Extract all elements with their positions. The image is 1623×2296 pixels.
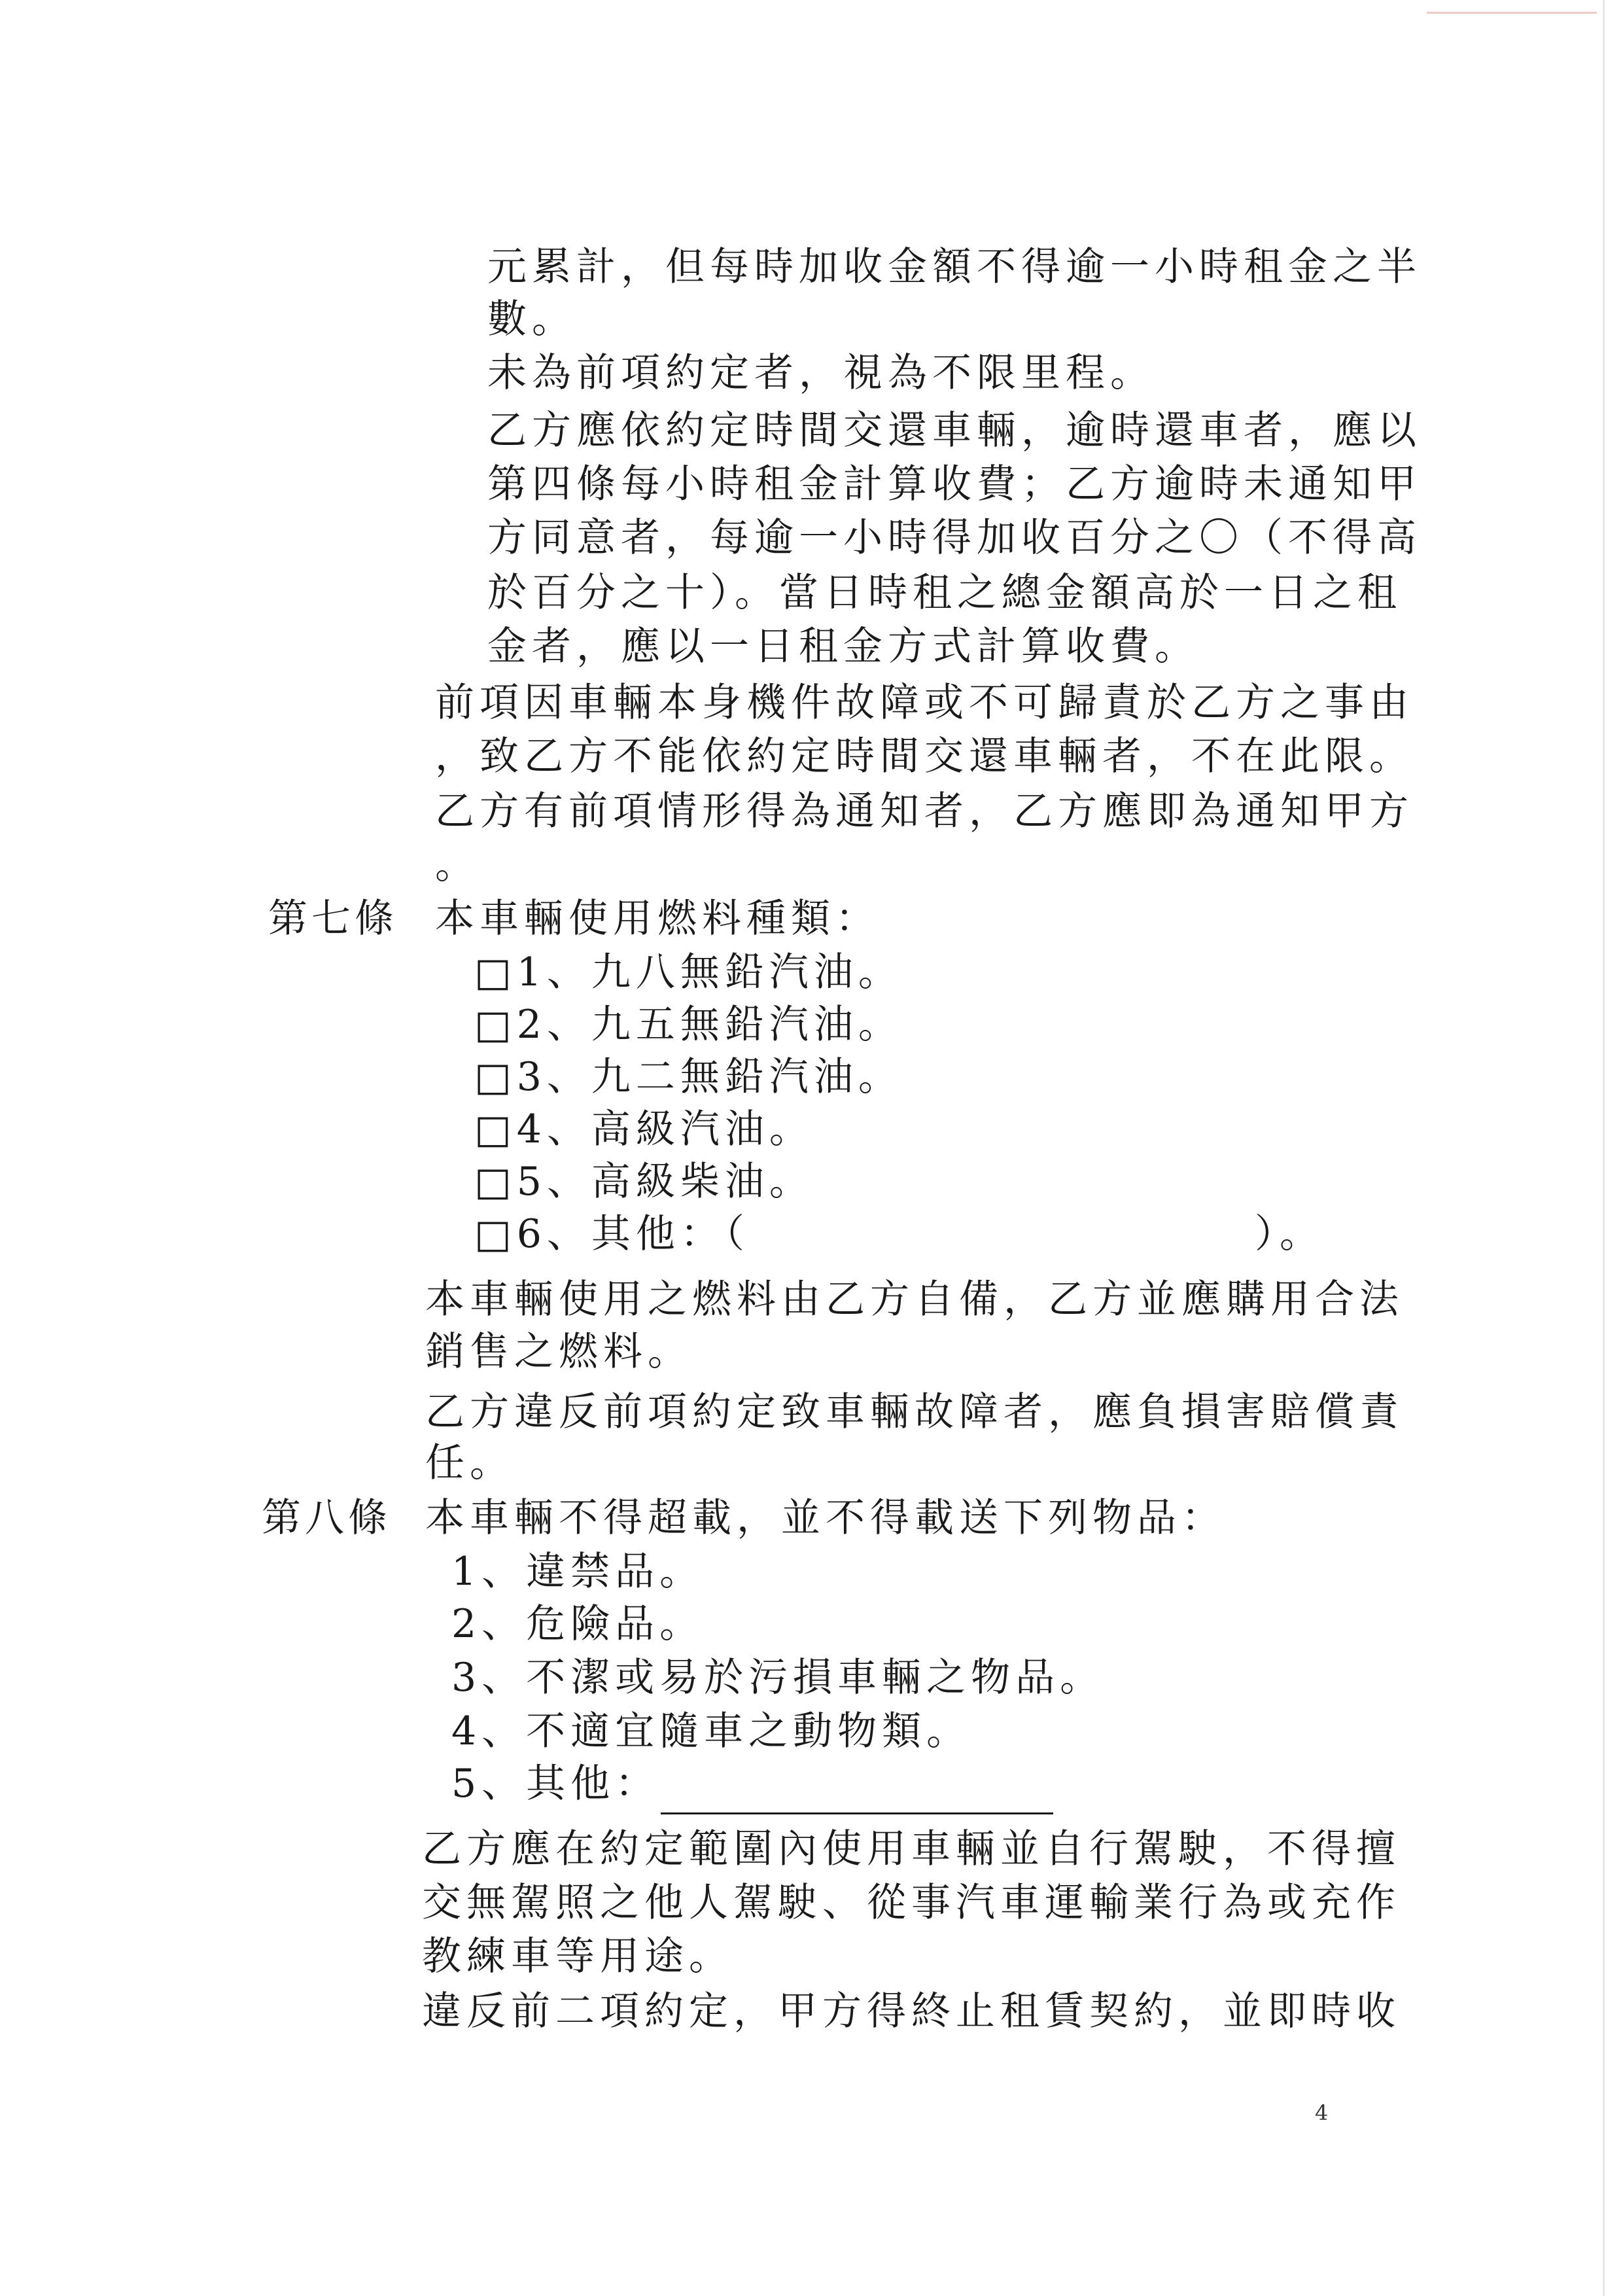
text-line: 交無駕照之他人駕駛、從事汽車運輸業行為或充作 <box>422 1880 1401 1926</box>
text-line: 前項因車輛本身機件故障或不可歸責於乙方之事由 <box>435 680 1414 726</box>
text-line: 未為前項約定者，視為不限里程。 <box>487 350 1155 396</box>
text-line: 第四條每小時租金計算收費；乙方逾時未通知甲 <box>487 461 1422 507</box>
fuel-option <box>474 1156 814 1208</box>
text-line: 乙方違反前項約定致車輛故障者，應負損害賠償責 <box>425 1389 1404 1435</box>
text-line: 銷售之燃料。 <box>425 1329 692 1375</box>
prohibited-item: 1、違禁品。 <box>451 1549 705 1595</box>
text-line: 金者，應以一日租金方式計算收費。 <box>487 624 1199 669</box>
checkbox-icon: □ <box>474 1002 517 1048</box>
text-line: 乙方有前項情形得為通知者，乙方應即為通知甲方 <box>435 788 1414 834</box>
text-line: 元累計，但每時加收金額不得逾一小時租金之半 <box>487 244 1422 290</box>
fuel-option <box>474 1103 814 1156</box>
text-line: 乙方應在約定範圍內使用車輛並自行駕駛，不得擅 <box>422 1826 1401 1872</box>
fuel-option <box>474 1051 903 1103</box>
fuel-option-label: 4、高級汽油。 <box>516 1106 814 1152</box>
checkbox-icon: □ <box>474 1054 517 1100</box>
article-7-intro: 本車輛使用燃料種類： <box>435 896 880 942</box>
article-8-intro: 本車輛不得超載，並不得載送下列物品： <box>425 1495 1226 1541</box>
text-line: 任。 <box>425 1440 514 1486</box>
checkbox-icon: □ <box>474 1106 517 1152</box>
text-line: 數。 <box>487 296 576 342</box>
article-8-label: 第八條 <box>262 1495 391 1541</box>
prohibited-item: 2、危險品。 <box>451 1601 705 1647</box>
fuel-option-label: 6、其他：（ <box>516 1211 750 1257</box>
checkbox-icon: □ <box>474 1211 517 1257</box>
text-line: 於百分之十）。當日時租之總金額高於一日之租 <box>487 570 1402 616</box>
scan-edge-mark <box>1427 12 1597 14</box>
text-line: 本車輛使用之燃料由乙方自備，乙方並應購用合法 <box>425 1277 1404 1322</box>
fuel-option-label: 5、高級柴油。 <box>516 1159 814 1205</box>
text-line: 方同意者，每逾一小時得加收百分之〇（不得高 <box>487 515 1422 561</box>
text-line: 教練車等用途。 <box>422 1934 733 1979</box>
prohibited-item: 3、不潔或易於污損車輛之物品。 <box>451 1655 1105 1701</box>
fuel-option-label: 2、九五無鉛汽油。 <box>516 1002 903 1048</box>
checkbox-icon: □ <box>474 949 517 995</box>
other-blank-line <box>661 1812 1053 1814</box>
prohibited-item: 5、其他： <box>451 1761 660 1807</box>
prohibited-item: 4、不適宜隨車之動物類。 <box>451 1708 971 1754</box>
fuel-other-close: ）。 <box>1255 1211 1324 1257</box>
text-line: 乙方應依約定時間交還車輛，逾時還車者，應以 <box>487 408 1422 453</box>
text-line: 。 <box>435 842 480 888</box>
text-line: 違反前二項約定，甲方得終止租賃契約，並即時收 <box>422 1988 1401 2034</box>
scan-edge <box>1603 0 1605 2296</box>
fuel-option <box>474 998 903 1051</box>
fuel-option-label: 3、九二無鉛汽油。 <box>516 1054 903 1100</box>
text-line: ，致乙方不能依約定時間交還車輛者，不在此限。 <box>435 733 1414 779</box>
checkbox-icon: □ <box>474 1159 517 1205</box>
fuel-option <box>474 946 903 998</box>
fuel-option <box>474 1208 750 1260</box>
fuel-option-label: 1、九八無鉛汽油。 <box>516 949 903 995</box>
page-number: 4 <box>1315 2100 1329 2125</box>
article-7-label: 第七條 <box>268 896 398 942</box>
